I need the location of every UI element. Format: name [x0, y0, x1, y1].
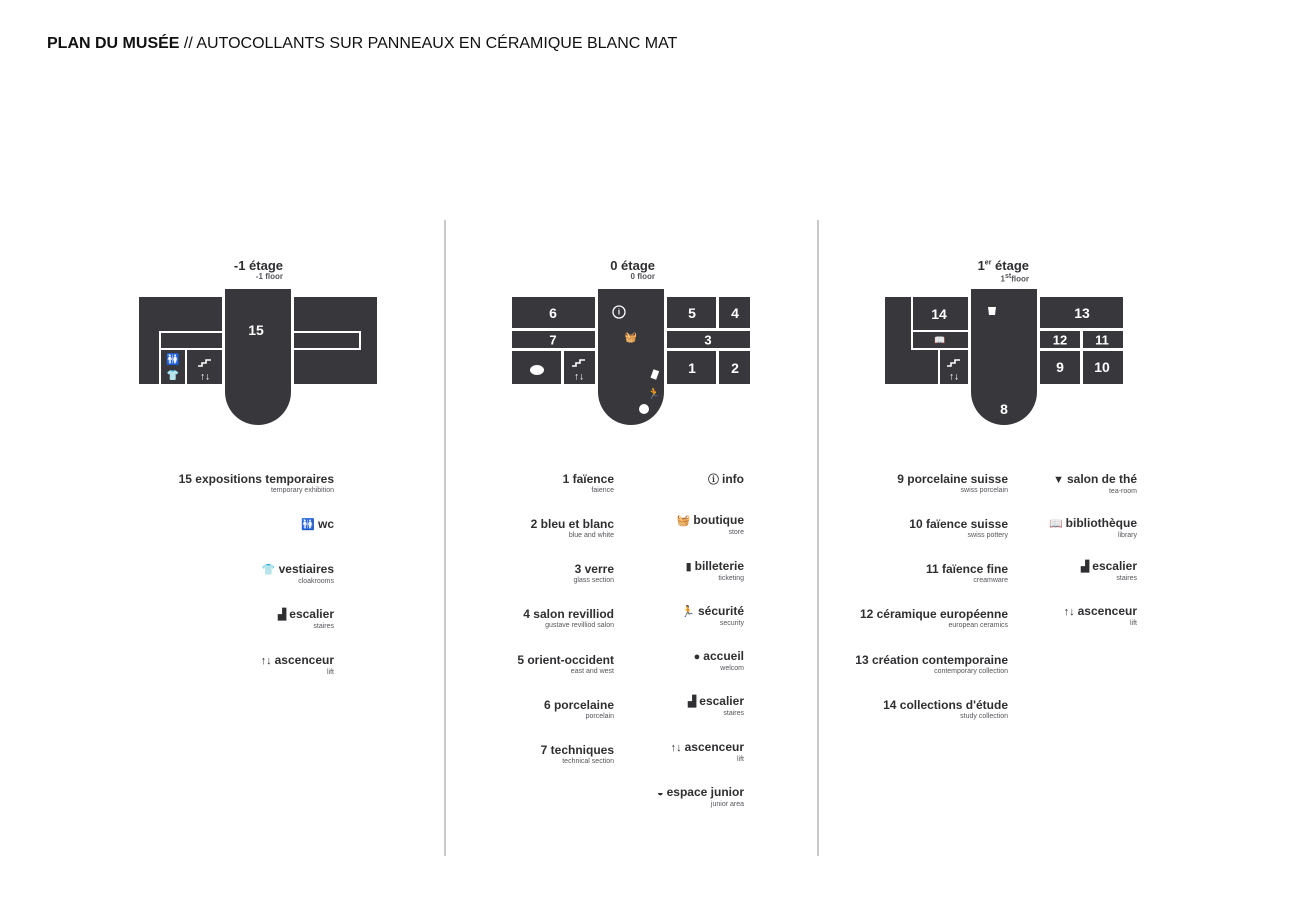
floor-minus1-title-main: -1 étage: [233, 258, 283, 273]
cloakroom-icon: 👕: [166, 370, 180, 382]
lift-icon: ↑↓: [949, 371, 959, 383]
legend-item: 1 faïence faience: [562, 472, 614, 494]
legend-item: ▼ salon de thé tea-room: [1053, 472, 1137, 495]
legend-item: 🏃 sécurité security: [681, 604, 744, 627]
legend-item: 9 porcelaine suisse swiss porcelain: [897, 472, 1008, 494]
legend-item: 10 faïence suisse swiss pottery: [909, 517, 1008, 539]
room-number-8: 8: [1000, 401, 1008, 417]
page-title-bold: PLAN DU MUSÉE: [47, 35, 180, 52]
welcome-icon: ●: [693, 651, 701, 663]
legend-item: 👕 vestiaires cloakrooms: [261, 562, 334, 585]
room-15: [225, 289, 291, 425]
legend-item: 4 salon revilliod gustave revilliod salon: [523, 607, 614, 629]
room-number-5: 5: [688, 305, 696, 321]
book-icon: 📖: [934, 335, 946, 345]
tea-cup-icon: [988, 307, 996, 315]
legend-item: ↑↓ ascenceur lift: [1063, 604, 1137, 627]
page-title-rest: // AUTOCOLLANTS SUR PANNEAUX EN CÉRAMIQUE BLANC MAT: [179, 35, 678, 52]
legend-item: 12 céramique européenne european ceramics: [859, 607, 1008, 629]
legend-item: 🚻 wc: [301, 517, 334, 531]
room-number-13: 13: [1074, 305, 1090, 321]
floor-1-title-sub: 1stfloor: [1000, 273, 1029, 284]
room-number-1: 1: [688, 360, 696, 376]
basket-icon: 🧺: [676, 515, 691, 527]
legend-item: 7 techniques technical section: [540, 743, 614, 765]
room-number-7: 7: [549, 332, 557, 348]
lift-icon: ↑↓: [670, 742, 682, 754]
floor-1-title-main: 1er étage: [977, 258, 1029, 273]
stairs-icon: ▟: [277, 609, 287, 621]
basket-icon: 🧺: [624, 332, 638, 344]
legend-item: 2 bleu et blanc blue and white: [530, 517, 614, 539]
legend-item: ▟ escalier staires: [687, 694, 744, 717]
room-number-2: 2: [731, 360, 739, 376]
tea-cup-icon: ▼: [1053, 474, 1064, 486]
legend-item: 13 création contemporaine contemporary collection: [855, 653, 1008, 675]
legend-item: ▮ billeterie ticketing: [685, 559, 744, 582]
legend-item: 5 orient-occident east and west: [517, 653, 614, 675]
security-icon: 🏃: [647, 388, 661, 400]
stairs-icon: ▟: [687, 696, 697, 708]
floor-minus1-title-sub: -1 floor: [255, 272, 283, 281]
legend-item: ↑↓ ascenceur lift: [670, 740, 744, 763]
room-number-14: 14: [931, 306, 947, 322]
legend-item: 11 faïence fine creamware: [925, 562, 1008, 584]
info-icon: ⓘ: [708, 474, 719, 486]
book-icon: 📖: [1048, 518, 1063, 530]
legend-item: ▟ escalier staires: [1080, 559, 1137, 582]
room-number-4: 4: [731, 305, 739, 321]
legend-item: ↑↓ ascenceur lift: [260, 653, 334, 676]
room-number-9: 9: [1056, 359, 1064, 375]
legend-item: 6 porcelaine porcelain: [543, 698, 614, 720]
legend-item: 15 expositions temporaires temporary exhibition: [178, 472, 334, 494]
room-number-10: 10: [1094, 359, 1110, 375]
svg-text:i: i: [617, 307, 621, 317]
lift-icon: ↑↓: [200, 371, 210, 383]
lift-icon: ↑↓: [574, 371, 584, 383]
floor-0-plan: [512, 289, 750, 425]
security-icon: 🏃: [681, 606, 695, 618]
legend-item: 📖 bibliothèque library: [1048, 516, 1137, 539]
floor-minus1-plan: [139, 289, 377, 425]
room-number-3: 3: [704, 332, 712, 348]
legend-item: ⓘ info: [708, 472, 744, 486]
junior-icon: ◒: [656, 787, 664, 799]
stairs-icon: ▟: [1080, 561, 1090, 573]
wc-icon: 🚻: [301, 519, 315, 531]
legend-item: 14 collections d'étude study collection: [883, 698, 1008, 720]
junior-icon: [530, 365, 544, 375]
cloakroom-icon: 👕: [261, 564, 276, 576]
room-number-12: 12: [1052, 332, 1068, 348]
legend-item: ◒ espace junior junior area: [656, 785, 744, 808]
legend-item: ● accueil welcom: [693, 649, 744, 672]
legend-item: 🧺 boutique store: [676, 513, 744, 536]
legend-item: 3 verre glass section: [573, 562, 614, 584]
floor-1-plan: [885, 289, 1123, 425]
room-number-11: 11: [1095, 332, 1109, 348]
room-number-6: 6: [549, 305, 557, 321]
lift-icon: ↑↓: [1063, 606, 1075, 618]
welcome-icon: [639, 404, 649, 414]
floor-0-title-sub: 0 floor: [630, 272, 655, 281]
ticket-icon: ▮: [685, 561, 692, 573]
legend-item: ▟ escalier staires: [277, 607, 334, 630]
room-block-right: [294, 297, 377, 384]
room-entrance: [598, 289, 664, 425]
lift-icon: ↑↓: [260, 655, 272, 667]
wc-icon: 🚻: [166, 354, 180, 366]
room-number-15: 15: [248, 322, 264, 338]
floor-0-title-main: 0 étage: [610, 258, 655, 273]
